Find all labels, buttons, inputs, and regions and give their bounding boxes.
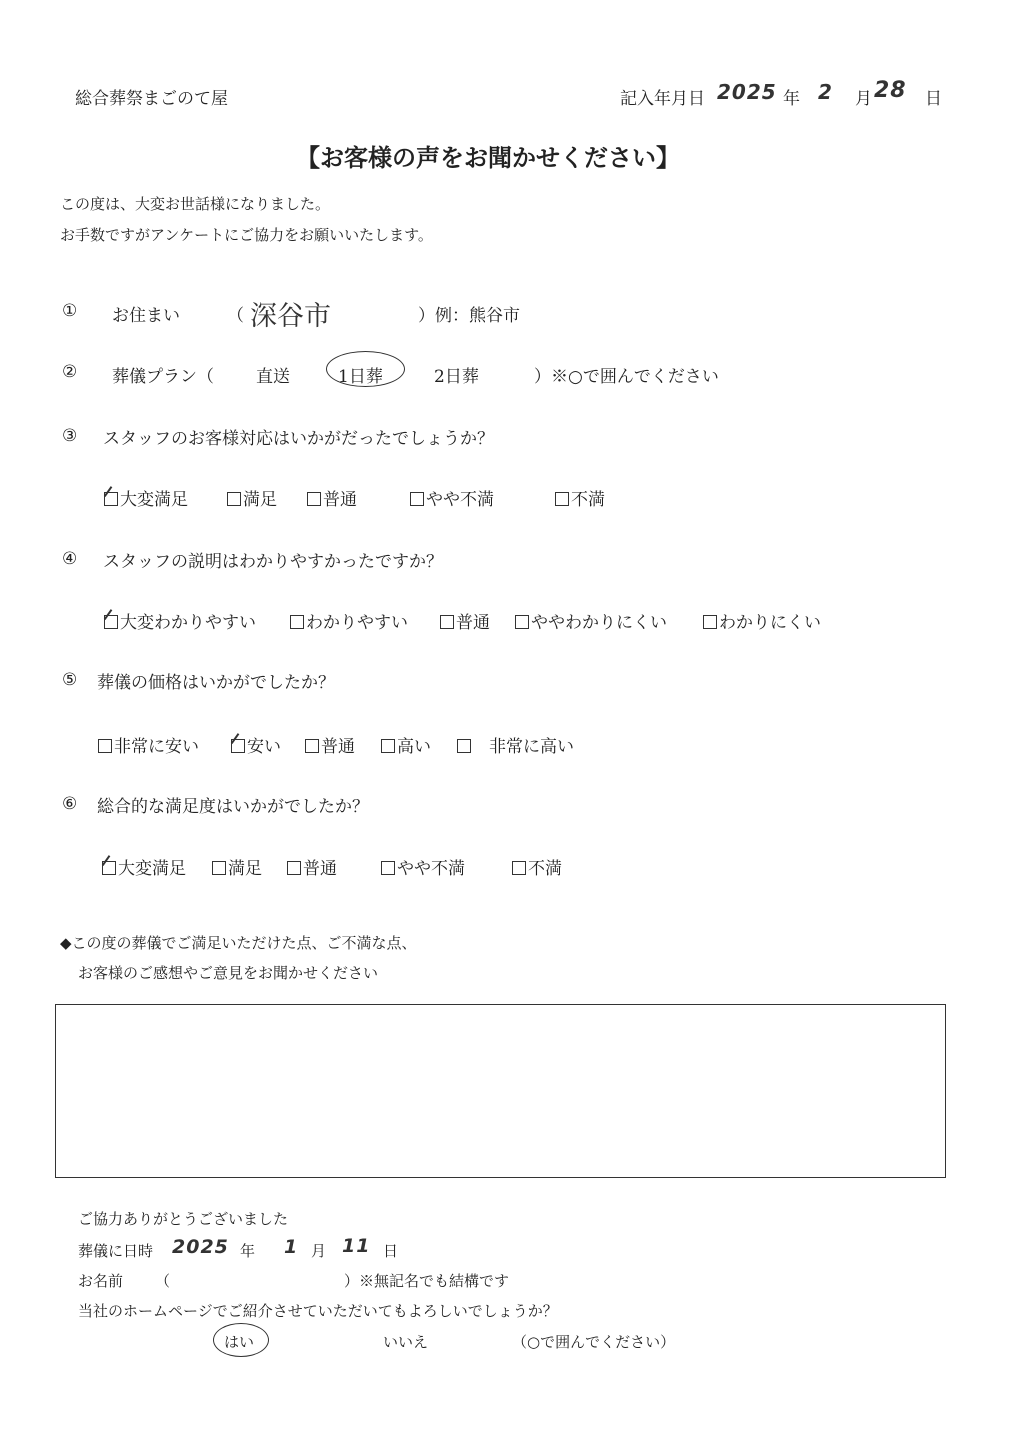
checkbox-checked[interactable] [104, 492, 118, 506]
residence-input[interactable]: 深谷市 [250, 301, 331, 332]
entry-date-year[interactable]: 2025 [717, 80, 777, 104]
q3-option-slightly-dissatisfied[interactable]: やや不満 [410, 485, 494, 510]
checkbox[interactable] [305, 739, 319, 753]
q5-option-very-cheap[interactable]: 非常に安い [98, 732, 199, 757]
q6-option-dissatisfied[interactable]: 不満 [512, 854, 562, 879]
entry-date-day[interactable]: 28 [874, 78, 907, 103]
q5-option-very-expensive[interactable]: 非常に高い [457, 732, 574, 757]
q1-number: ① [62, 301, 78, 321]
company-name: 総合葬祭まごのて屋 [75, 89, 228, 109]
plan-option-1day[interactable]: 1日葬 [338, 367, 383, 387]
q4-number: ④ [62, 549, 78, 569]
checkbox[interactable] [555, 492, 569, 506]
q4-option-very-clear[interactable]: 大変わかりやすい [104, 608, 256, 633]
entry-date-year-suffix: 年 [783, 89, 800, 109]
q4-option-unclear[interactable]: わかりにくい [703, 608, 821, 633]
checkbox-checked[interactable] [231, 739, 245, 753]
checkbox[interactable] [515, 615, 529, 629]
funeral-day-suffix: 日 [383, 1242, 399, 1260]
name-note: ）※無記名でも結構です [344, 1272, 510, 1290]
intro-line-2: お手数ですがアンケートにご協力をお願いいたします。 [60, 226, 433, 244]
q4-question: スタッフの説明はわかりやすかったですか？ [103, 552, 443, 572]
checkbox[interactable] [512, 861, 526, 875]
plan-option-2day[interactable]: 2日葬 [434, 367, 479, 387]
checkbox[interactable] [98, 739, 112, 753]
checkbox-checked[interactable] [104, 615, 118, 629]
q3-option-normal[interactable]: 普通 [307, 485, 357, 510]
entry-date-month[interactable]: 2 [818, 80, 833, 104]
checkbox[interactable] [381, 861, 395, 875]
intro-line-1: この度は、大変お世話様になりました。 [60, 195, 331, 213]
name-input[interactable] [178, 1268, 338, 1288]
q5-number: ⑤ [62, 670, 78, 690]
q2-number: ② [62, 362, 78, 382]
name-open-paren: （ [155, 1272, 171, 1290]
q4-option-clear[interactable]: わかりやすい [290, 608, 408, 633]
name-label: お名前 [78, 1272, 124, 1290]
checkbox[interactable] [703, 615, 717, 629]
comments-textarea[interactable] [55, 1004, 946, 1178]
q5-option-normal[interactable]: 普通 [305, 732, 355, 757]
q2-note: ）※○で囲んでください [534, 367, 719, 387]
checkbox[interactable] [410, 492, 424, 506]
checkbox[interactable] [457, 739, 471, 753]
q3-option-dissatisfied[interactable]: 不満 [555, 485, 605, 510]
checkbox[interactable] [381, 739, 395, 753]
funeral-date-month[interactable]: 1 [284, 1236, 299, 1258]
q6-option-very-satisfied[interactable]: 大変満足 [102, 854, 186, 879]
homepage-yes-option[interactable]: はい [224, 1333, 255, 1351]
thanks-text: ご協力ありがとうございました [78, 1210, 289, 1228]
q3-number: ③ [62, 426, 78, 446]
checkbox[interactable] [227, 492, 241, 506]
checkbox[interactable] [307, 492, 321, 506]
checkbox[interactable] [440, 615, 454, 629]
checkbox-checked[interactable] [102, 861, 116, 875]
homepage-question: 当社のホームページでご紹介させていただいてもよろしいでしょうか？ [78, 1302, 558, 1320]
q5-option-expensive[interactable]: 高い [381, 732, 431, 757]
q3-option-satisfied[interactable]: 満足 [227, 485, 277, 510]
checkbox[interactable] [212, 861, 226, 875]
q4-option-slightly-unclear[interactable]: ややわかりにくい [515, 608, 667, 633]
funeral-year-suffix: 年 [240, 1242, 256, 1260]
homepage-no-option[interactable]: いいえ [383, 1333, 429, 1351]
q1-open-paren: （ [227, 306, 244, 326]
plan-option-direct[interactable]: 直送 [256, 367, 290, 387]
comments-prompt-2: お客様のご感想やご意見をお聞かせください [78, 964, 379, 982]
entry-date-label: 記入年月日 [620, 89, 705, 109]
q6-number: ⑥ [62, 794, 78, 814]
q6-option-slightly-dissatisfied[interactable]: やや不満 [381, 854, 465, 879]
q5-question: 葬儀の価格はいかがでしたか？ [97, 673, 335, 693]
q4-option-normal[interactable]: 普通 [440, 608, 490, 633]
funeral-date-label: 葬儀に日時 [78, 1242, 154, 1260]
q2-label: 葬儀プラン（ [112, 367, 214, 387]
q3-option-very-satisfied[interactable]: 大変満足 [104, 485, 188, 510]
funeral-month-suffix: 月 [311, 1242, 327, 1260]
entry-date-month-suffix: 月 [855, 89, 872, 109]
page-title: 【お客様の声をお聞かせください】 [296, 143, 680, 172]
funeral-date-year[interactable]: 2025 [172, 1236, 229, 1258]
q5-option-cheap[interactable]: 安い [231, 732, 281, 757]
q6-option-satisfied[interactable]: 満足 [212, 854, 262, 879]
q6-question: 総合的な満足度はいかがでしたか？ [97, 797, 369, 817]
checkbox[interactable] [290, 615, 304, 629]
q6-option-normal[interactable]: 普通 [287, 854, 337, 879]
q1-label: お住まい [112, 306, 180, 326]
circle-instruction: （○で囲んでください） [512, 1333, 676, 1351]
comments-prompt-1: ◆この度の葬儀でご満足いただけた点、ご不満な点、 [60, 934, 417, 952]
entry-date-day-suffix: 日 [925, 89, 942, 109]
q1-example: ）例：熊谷市 [418, 306, 520, 326]
q3-question: スタッフのお客様対応はいかがだったでしょうか？ [103, 429, 494, 449]
funeral-date-day[interactable]: 11 [342, 1235, 371, 1257]
checkbox[interactable] [287, 861, 301, 875]
